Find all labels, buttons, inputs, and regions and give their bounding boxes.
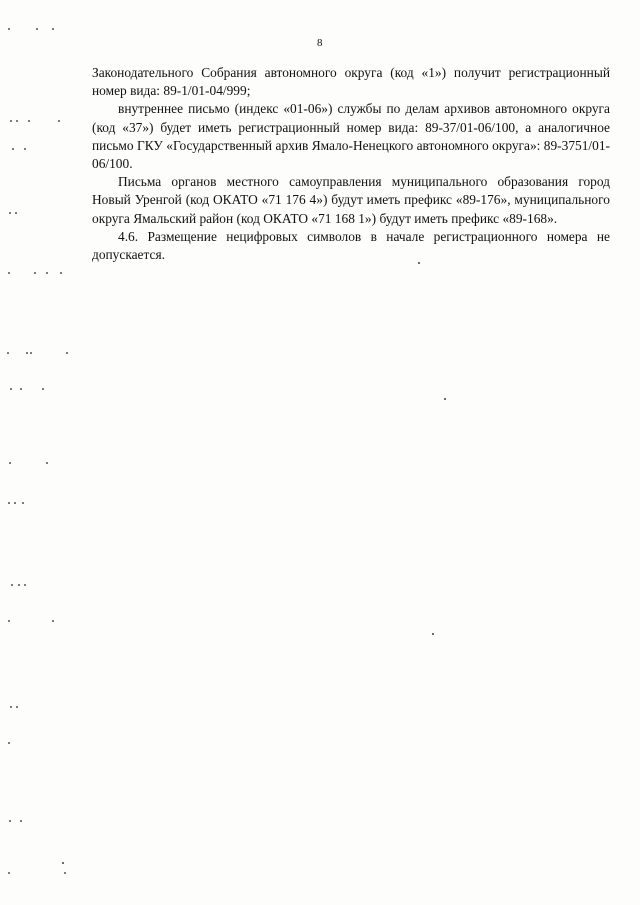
- scan-noise: [6, 706, 76, 707]
- scan-speck: [418, 262, 420, 264]
- document-body: [92, 64, 610, 264]
- paragraph-section-4-6: 4.6. Размещение нецифровых символов в начале регистрационного номера не допускается.: [92, 228, 610, 263]
- scan-noise: [6, 120, 76, 121]
- scan-speck: [62, 862, 64, 864]
- paragraph-continuation: Законодательного Собрания автономного округа (код «1») получит регистрационный номер вида: 89-1/01-04/999;: [92, 65, 610, 99]
- scan-noise: [6, 584, 76, 585]
- paragraph-municipal-letters: Письма органов местного самоуправления муниципального образования город Новый Уренгой (код ОКАТО «71 176 4») будут иметь префикс «89-176», муниципального округа Ямальский район (код ОКАТО «71 168 1») будут иметь префикс «89-168».: [92, 174, 610, 226]
- scan-noise: [6, 28, 76, 29]
- scan-speck: [444, 398, 446, 400]
- scan-noise: [6, 212, 76, 213]
- scan-noise: [6, 388, 76, 389]
- scan-noise: [6, 148, 76, 149]
- scan-noise: [6, 872, 76, 873]
- scan-noise: [6, 742, 76, 743]
- scan-noise: [6, 352, 76, 353]
- scan-noise: [6, 502, 76, 503]
- scan-noise: [6, 462, 76, 463]
- page-number: 8: [317, 37, 323, 49]
- scan-speck: [432, 633, 434, 635]
- paragraph-internal-letter: внутреннее письмо (индекс «01-06») службы по делам архивов автономного округа (код «37») будет иметь регистрационный номер вида: 89-37/01-06/100, а аналогичное письмо ГКУ «Государственный архив Ямало-Ненецкого автономного округа»: 89-3751/01-06/100.: [92, 101, 610, 172]
- scan-noise: [6, 272, 76, 273]
- scan-noise: [6, 820, 76, 821]
- scan-noise: [6, 620, 76, 621]
